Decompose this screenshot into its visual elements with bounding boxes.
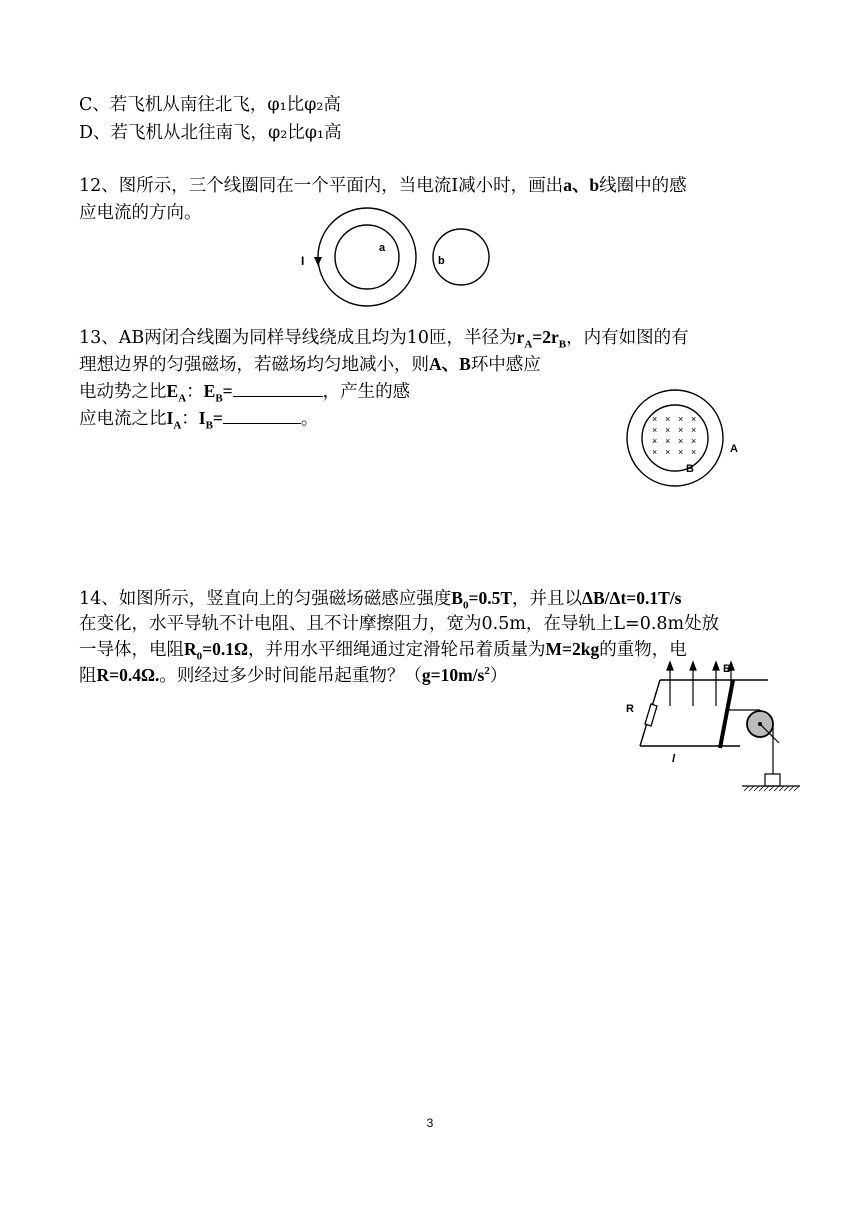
page-number: 3 bbox=[426, 1116, 434, 1130]
svg-text:×: × bbox=[665, 425, 671, 435]
svg-text:×: × bbox=[652, 447, 658, 457]
q14-line4: 阻R=0.4Ω.。则经过多少时间能吊起重物？$(g=10m/s^2)$ bbox=[79, 665, 508, 686]
length-label: l bbox=[672, 753, 676, 765]
svg-text:×: × bbox=[678, 425, 684, 435]
hanging-mass bbox=[765, 774, 780, 786]
svg-text:×: × bbox=[665, 414, 671, 424]
ring-b-label: B bbox=[686, 463, 694, 475]
q12-line1: 12、图所示，三个线圈同在一个平面内，当电流Ⅰ减小时，画出a、b线圈中的感 bbox=[79, 175, 687, 196]
coil-a-label: a bbox=[379, 242, 386, 254]
svg-text:×: × bbox=[691, 447, 697, 457]
answer-blank-emf-ratio[interactable] bbox=[233, 378, 323, 397]
conductor-rod bbox=[720, 680, 733, 748]
q12-coils-figure bbox=[295, 205, 500, 310]
q14-rail-pulley-figure bbox=[620, 658, 805, 798]
svg-text:×: × bbox=[691, 425, 697, 435]
answer-blank-current-ratio[interactable] bbox=[223, 405, 301, 424]
ring-a-label: A bbox=[730, 443, 738, 455]
q12-line2: 应电流的方向。 bbox=[79, 203, 202, 223]
svg-text:×: × bbox=[652, 414, 658, 424]
q13-line3: 电动势之比$E_A$：$E_B=$ ，产生的感 bbox=[79, 378, 410, 406]
q13-rings-figure bbox=[620, 386, 750, 496]
current-arrow bbox=[314, 257, 322, 266]
svg-text:×: × bbox=[678, 447, 684, 457]
svg-text:×: × bbox=[691, 436, 697, 446]
svg-text:×: × bbox=[691, 414, 697, 424]
ground-hatching bbox=[744, 786, 799, 791]
q13-line1: 13、AB两闭合线圈为同样导线绕成且均为10匝，半径为$r_A=2r_B$，内有如图的有 bbox=[79, 327, 689, 351]
q14-line3: 一导体，电阻$R_0=0.1\Omega$，并用水平细绳通过定滑轮吊着质量为M=2kg的重物，电 bbox=[79, 639, 687, 663]
svg-text:×: × bbox=[665, 436, 671, 446]
svg-text:×: × bbox=[665, 447, 671, 457]
q13-line2: 理想边界的匀强磁场，若磁场均匀地减小，则A、B环中感应 bbox=[79, 354, 541, 375]
resistor-label: R bbox=[626, 703, 634, 715]
coil-a bbox=[335, 225, 399, 289]
outer-coil bbox=[318, 208, 416, 306]
q13-line4: 应电流之比$I_A$：$I_B=$ 。 bbox=[79, 405, 318, 433]
resistor-symbol bbox=[645, 704, 657, 726]
svg-text:×: × bbox=[652, 425, 658, 435]
magnetic-field-crosses bbox=[652, 414, 696, 457]
q14-line2: 在变化，水平导轨不计电阻、且不计摩擦阻力，宽为0.5m，在导轨上L=0.8m处放 bbox=[79, 614, 720, 634]
q14-line1: 14、如图所示，竖直向上的匀强磁场磁感应强度$B_0=0.5T$，并且以ΔB/Δt=0.1T/s bbox=[79, 588, 682, 612]
option-d: D、若飞机从北往南飞，φ₂比φ₁高 bbox=[79, 123, 342, 143]
current-label: I bbox=[301, 254, 305, 268]
option-c: C、若飞机从南往北飞，φ₁比φ₂高 bbox=[79, 95, 341, 115]
svg-text:×: × bbox=[678, 436, 684, 446]
svg-text:×: × bbox=[652, 436, 658, 446]
field-label: B bbox=[723, 663, 731, 675]
coil-b-label: b bbox=[438, 255, 445, 267]
svg-text:×: × bbox=[678, 414, 684, 424]
